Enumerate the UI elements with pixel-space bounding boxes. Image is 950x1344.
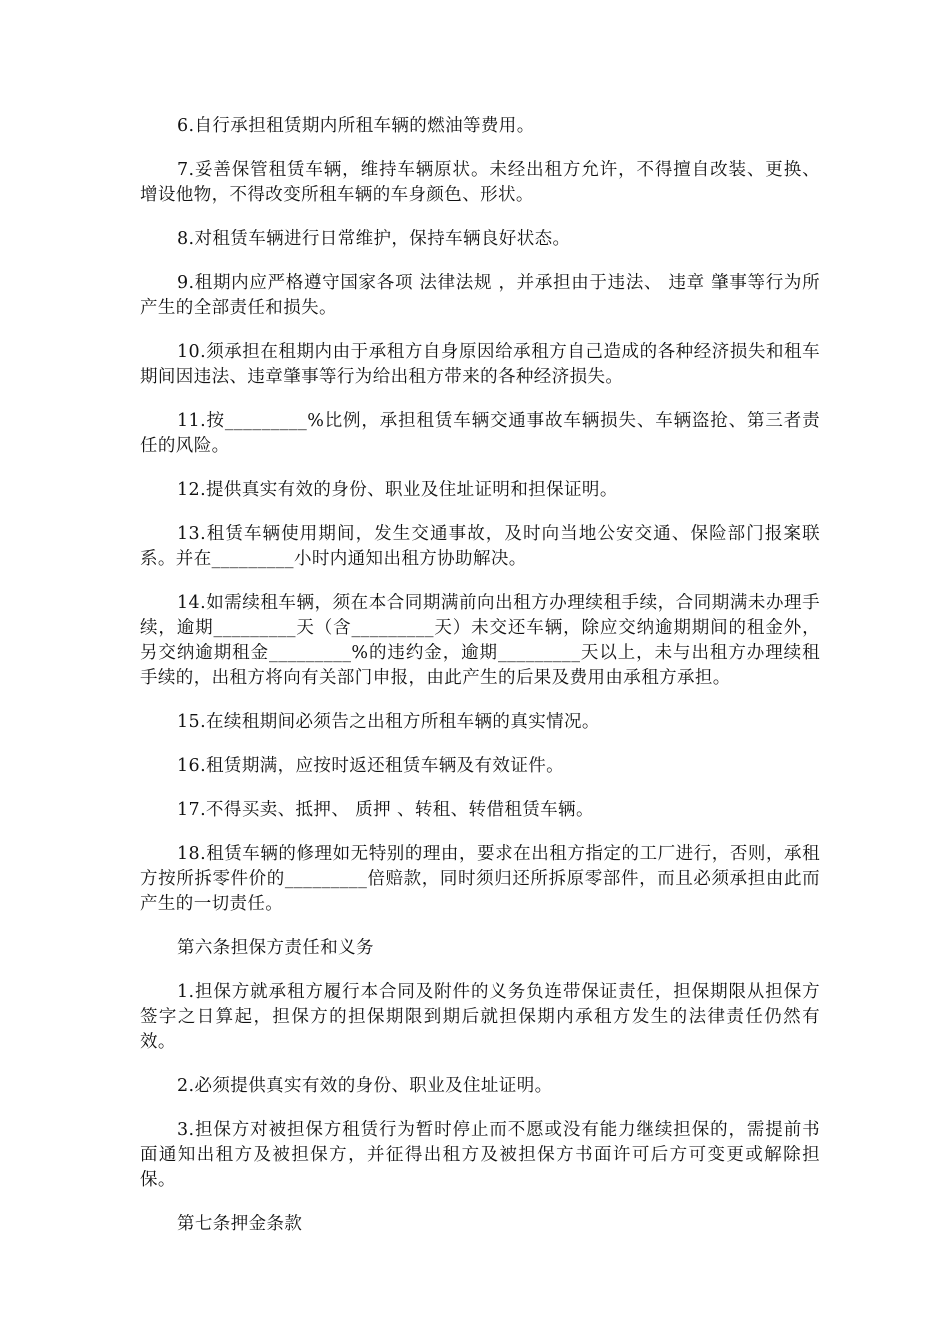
clause-10: 10.须承担在租期内由于承租方自身原因给承租方自己造成的各种经济损失和租车期间因违法、违章肇事等行为给出租方带来的各种经济损失。 [140,342,820,387]
clause-11: 11.按_________%比例，承担租赁车辆交通事故车辆损失、车辆盗抢、第三者责任的风险。 [140,411,820,456]
guarantor-clause-3: 3.担保方对被担保方租赁行为暂时停止而不愿或没有能力继续担保的，需提前书面通知出租方及被担保方，并征得出租方及被担保方书面许可后方可变更或解除担保。 [140,1120,820,1190]
clause-16: 16.租赁期满，应按时返还租赁车辆及有效证件。 [177,756,565,776]
clause-17: 17.不得买卖、抵押、 质押 、转租、转借租赁车辆。 [177,800,594,820]
clause-15: 15.在续租期间必须告之出租方所租车辆的真实情况。 [177,712,600,732]
clause-8: 8.对租赁车辆进行日常维护，保持车辆良好状态。 [177,229,571,249]
clause-7: 7.妥善保管租赁车辆，维持车辆原状。未经出租方允许，不得擅自改装、更换、增设他物，不得改变所租车辆的车身颜色、形状。 [140,160,820,205]
section-heading-article-7: 第七条押金条款 [177,1214,303,1234]
guarantor-clause-1: 1.担保方就承租方履行本合同及附件的义务负连带保证责任，担保期限从担保方签字之日算起，担保方的担保期限到期后就担保期内承租方发生的法律责任仍然有效。 [140,982,820,1052]
clause-12: 12.提供真实有效的身份、职业及住址证明和担保证明。 [177,480,618,500]
clause-14: 14.如需续租车辆，须在本合同期满前向出租方办理续租手续，合同期满未办理手续，逾期_________天（含_________天）未交还车辆，除应交纳逾期期间的租金外，另交纳逾期租金_________%的违约金，逾期_________天以上，未与出租方办理续租手续的，出租方将向有关部门申报，由此产生的后果及费用由承租方承担。 [140,593,820,688]
clause-13: 13.租赁车辆使用期间，发生交通事故，及时向当地公安交通、保险部门报案联系。并在_________小时内通知出租方协助解决。 [140,524,820,569]
clause-9: 9.租期内应严格遵守国家各项 法律法规 ，并承担由于违法、 违章 肇事等行为所产生的全部责任和损失。 [140,273,820,318]
document-page [140,114,820,1256]
guarantor-clause-2: 2.必须提供真实有效的身份、职业及住址证明。 [177,1076,553,1096]
section-heading-article-6: 第六条担保方责任和义务 [177,938,374,958]
clause-18: 18.租赁车辆的修理如无特别的理由，要求在出租方指定的工厂进行，否则，承租方按所拆零件价的_________倍赔款，同时须归还所拆原零部件，而且必须承担由此而产生的一切责任。 [140,844,820,914]
clause-6: 6.自行承担租赁期内所租车辆的燃油等费用。 [177,116,535,136]
